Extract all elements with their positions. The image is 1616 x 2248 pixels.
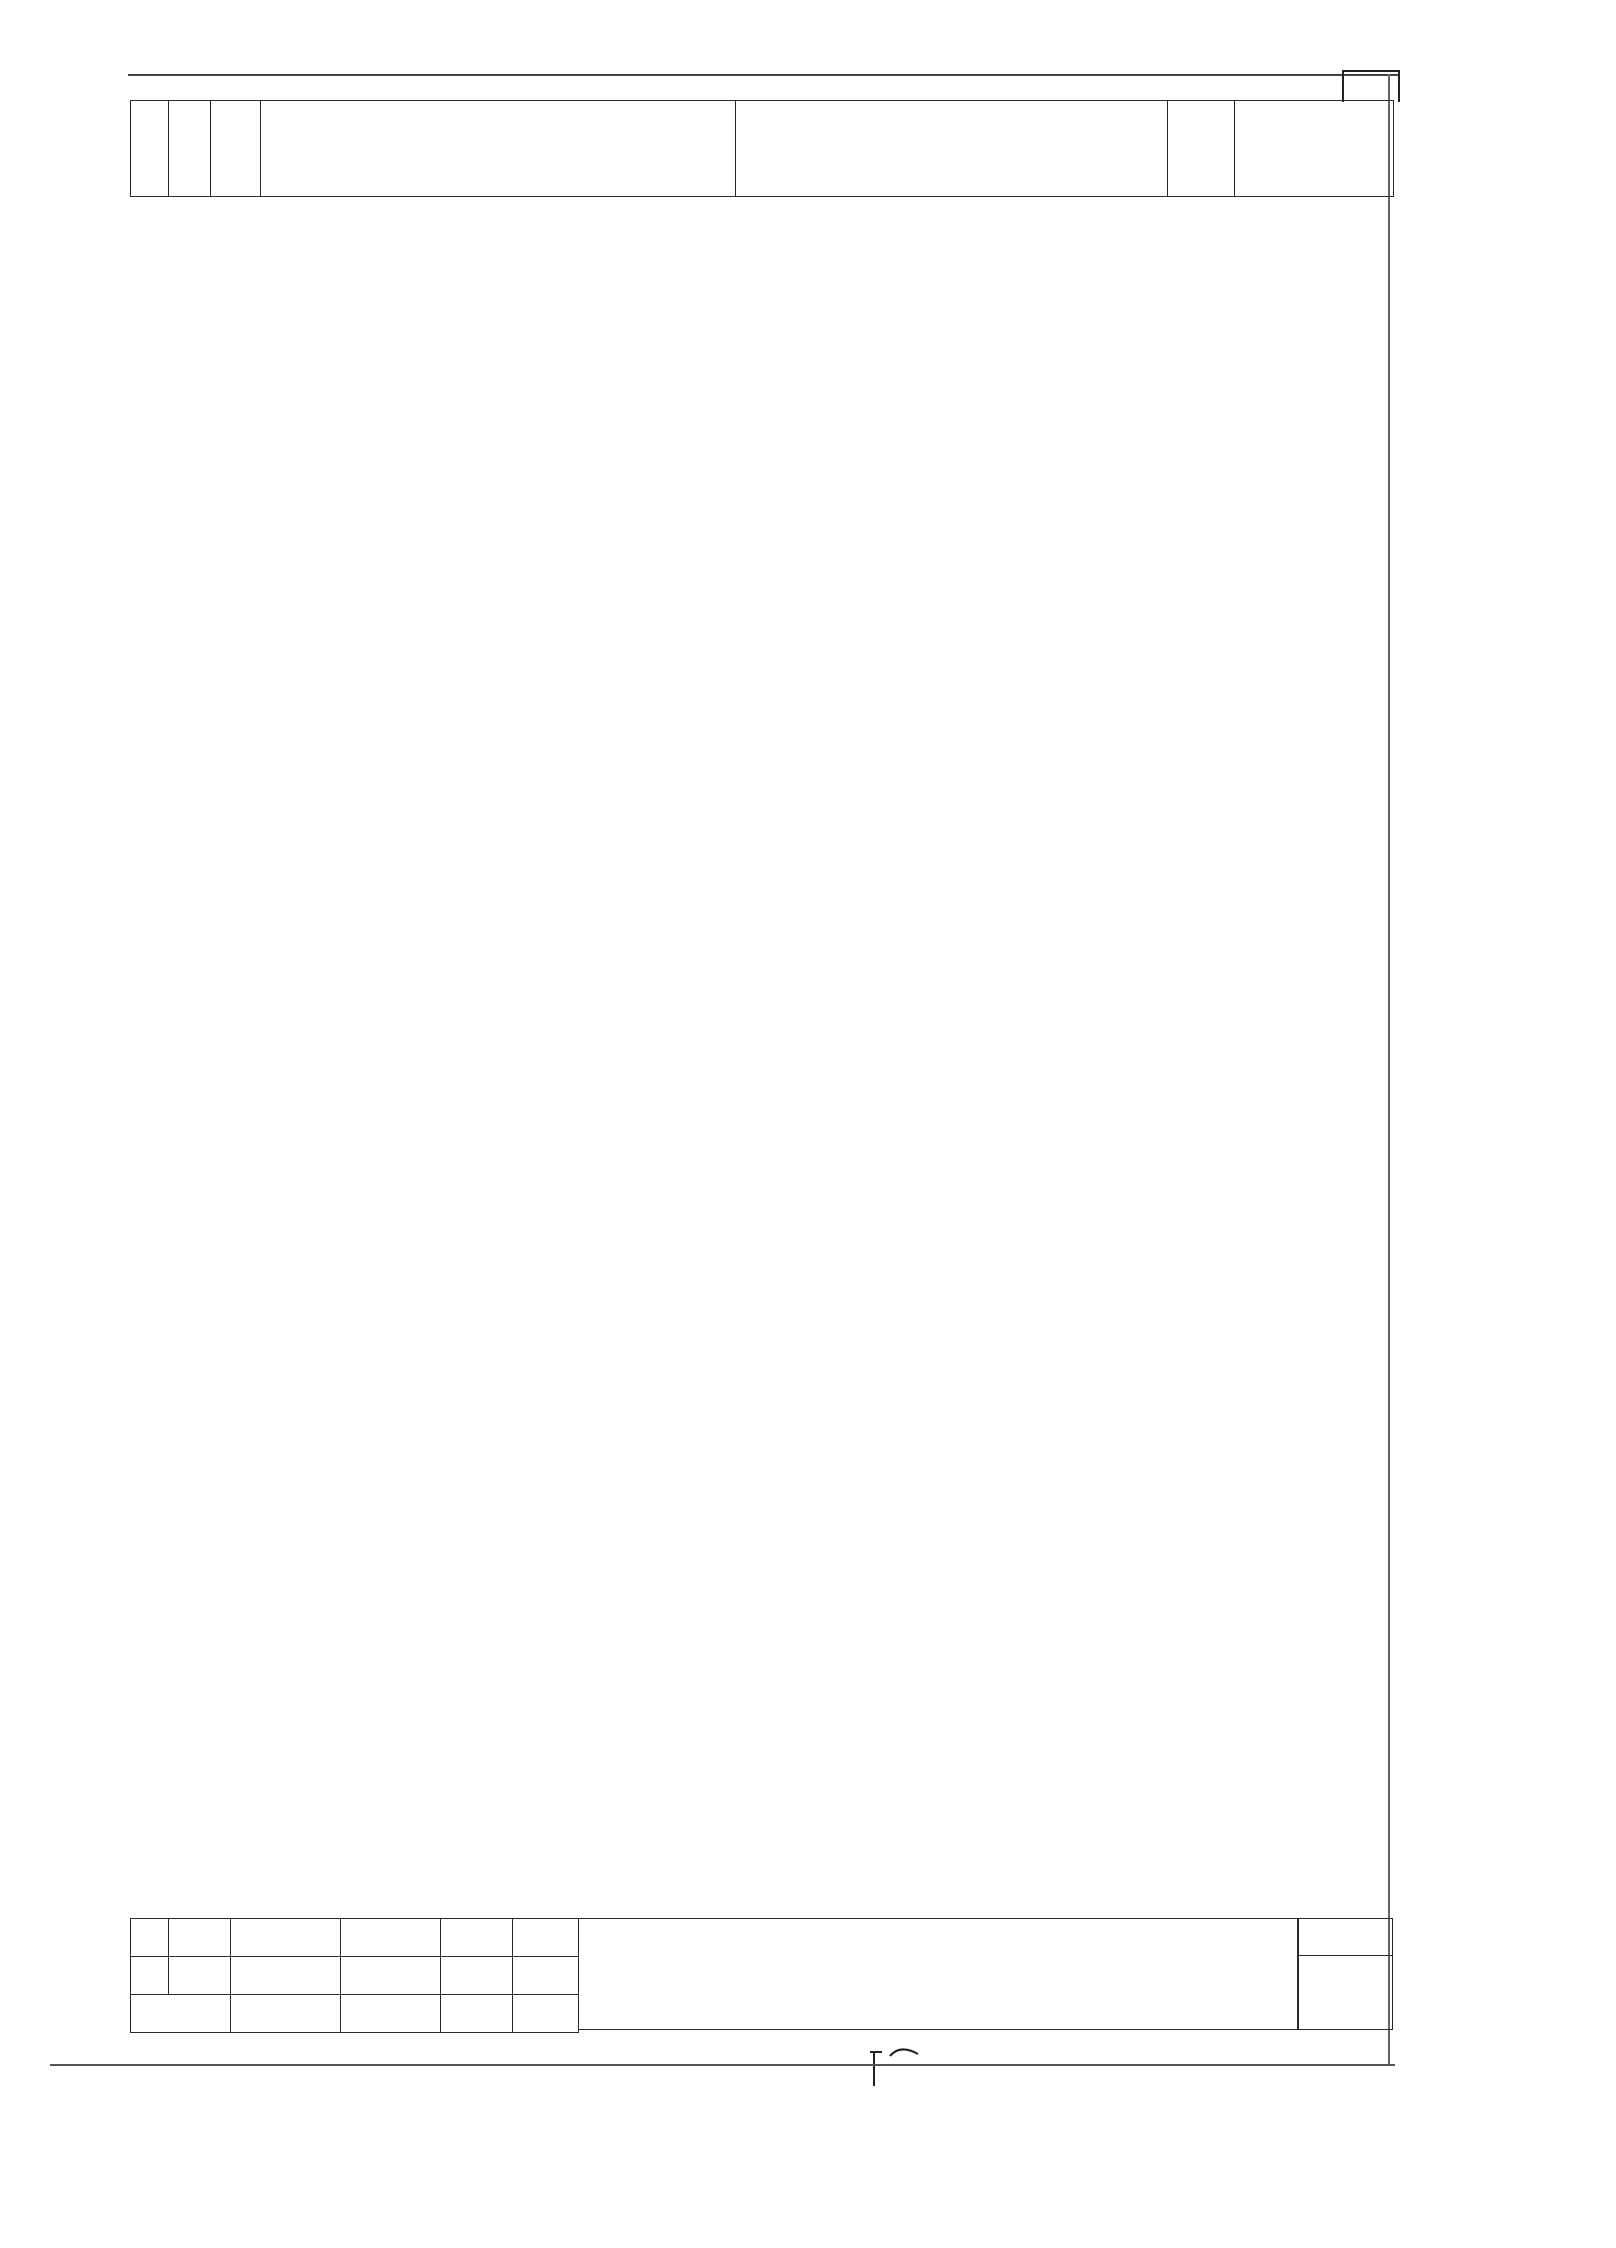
binding-strip <box>50 1060 130 2030</box>
specification-table <box>130 100 1394 197</box>
header-position <box>211 101 261 197</box>
header-designation <box>261 101 736 197</box>
header-name <box>736 101 1168 197</box>
header-row <box>131 101 1394 197</box>
label-change-sheet <box>131 1995 231 2033</box>
right-border-line <box>1388 74 1390 2064</box>
sheet-label <box>1299 1955 1392 1956</box>
document-code <box>578 1918 1298 2030</box>
label-signature <box>341 1995 441 2033</box>
revision-grid <box>130 1918 579 2033</box>
header-zone <box>169 101 211 197</box>
title-block <box>130 1918 1393 2030</box>
header-note <box>1235 101 1394 197</box>
sheet-number <box>1342 70 1400 102</box>
signature-mark <box>860 2042 940 2092</box>
header-format <box>131 101 169 197</box>
bottom-border-line <box>50 2064 1395 2066</box>
top-border-line <box>128 74 1398 76</box>
revision-labels-row <box>131 1995 579 2033</box>
label-doc-number <box>231 1995 341 2033</box>
sheet-box <box>1298 1918 1393 2030</box>
label-date <box>441 1995 513 2033</box>
header-qty <box>1168 101 1235 197</box>
